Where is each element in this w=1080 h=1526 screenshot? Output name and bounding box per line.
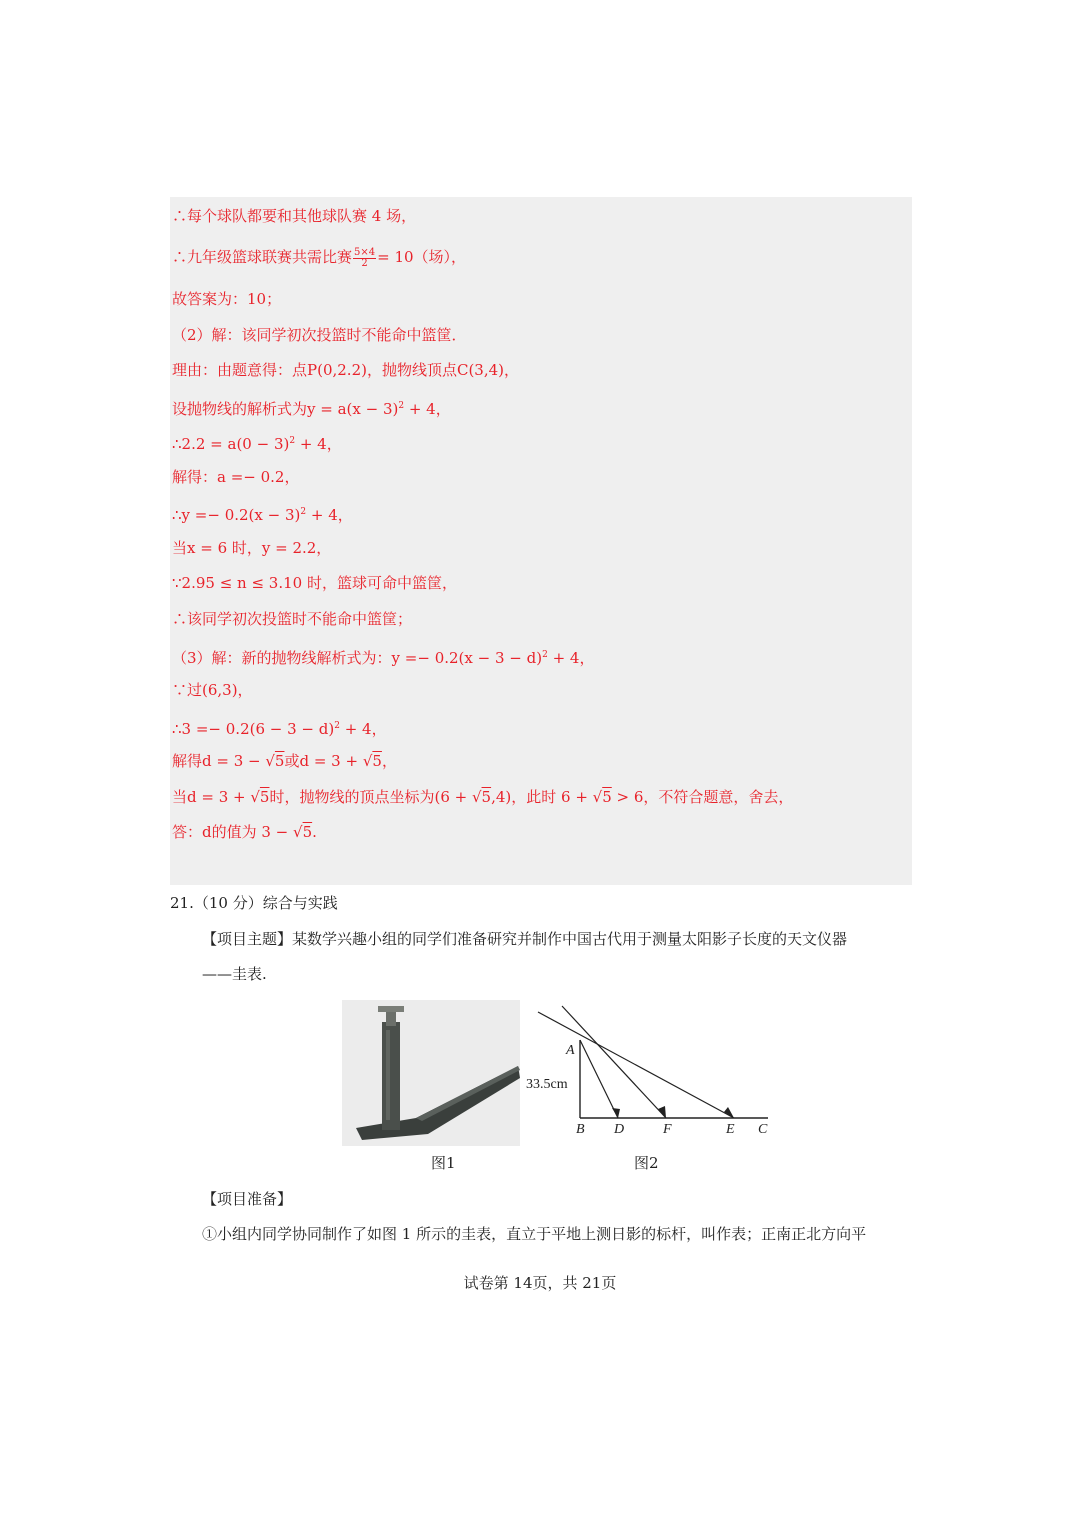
answer-line-17: 当d = 3 + √5时，抛物线的顶点坐标为(6 + √5,4)，此时 6 + √5 > 6，不符合题意，舍去， [172, 788, 794, 806]
answer-line-4: （2）解：该同学初次投篮时不能命中篮筐． [172, 326, 467, 344]
answer-line-16: 解得d = 3 − √5或d = 3 + √5， [172, 752, 397, 770]
answer-line-2: ∴九年级篮球联赛共需比赛 $\frac{5\times 4}{2}$ = 10（场）， [172, 246, 467, 269]
answer-line-5: 理由：由题意得：点P(0,2.2)，抛物线顶点C(3,4)， [172, 361, 520, 379]
answer-line-8: 解得：a =− 0.2， [172, 468, 300, 486]
answer-line-6: 设抛物线的解析式为$y = a(x - 3)^2 + 4$， [172, 400, 451, 418]
geometry-diagram [520, 1000, 780, 1140]
project-theme-line-2: ——圭表. [202, 965, 267, 983]
answer-line-14: ∵过(6,3)， [172, 681, 253, 699]
answer-line-3: 故答案为：10； [172, 290, 282, 308]
length-label: 33.5cm [526, 1077, 568, 1092]
answer-line-18: 答：d的值为 3 − √5. [172, 823, 317, 841]
answer-line-7: ∴2.2 = $a(0 - 3)^2 + 4$， [172, 435, 342, 453]
point-label-e: E [726, 1122, 735, 1137]
answer-line-10: 当x = 6 时，y = 2.2， [172, 539, 332, 557]
answer-line-12: ∴该同学初次投篮时不能命中篮筐； [172, 610, 413, 628]
answer-line-9: ∴y =− $0.2(x - 3)^2 + 4$， [172, 506, 353, 524]
answer-line-11: ∵2.95 ≤ n ≤ 3.10 时，篮球可命中篮筐， [172, 574, 457, 592]
point-label-b: B [576, 1122, 585, 1137]
project-preparation-line-1: ①小组内同学协同制作了如图 1 所示的圭表，直立于平地上测日影的标杆，叫作表；正南正北方向平 [202, 1225, 867, 1243]
gnomon-photo [342, 1000, 520, 1146]
question-21-title: 21.（10 分）综合与实践 [170, 894, 338, 912]
project-preparation-heading: 【项目准备】 [202, 1190, 293, 1208]
point-label-a: A [566, 1043, 575, 1058]
point-label-f: F [663, 1122, 672, 1137]
figure-2-caption: 图2 [634, 1154, 659, 1172]
point-label-c: C [758, 1122, 768, 1137]
answer-line-13: （3）解：新的抛物线解析式为：$y =- 0.2(x - 3 - d)^2 + 4$， [172, 649, 595, 667]
point-label-d: D [614, 1122, 625, 1137]
answer-line-1: ∴每个球队都要和其他球队赛 4 场， [172, 207, 417, 225]
figure-1-caption: 图1 [431, 1154, 456, 1172]
project-theme-line-1: 【项目主题】某数学兴趣小组的同学们准备研究并制作中国古代用于测量太阳影子长度的天文仪器 [202, 930, 848, 948]
answer-line-15: ∴3 =− $0.2(6 - 3 - d)^2 + 4$， [172, 720, 387, 738]
page-footer: 试卷第 14页，共 21页 [463, 1274, 617, 1292]
fraction: $\frac{5\times 4}{2}$ [354, 246, 376, 269]
